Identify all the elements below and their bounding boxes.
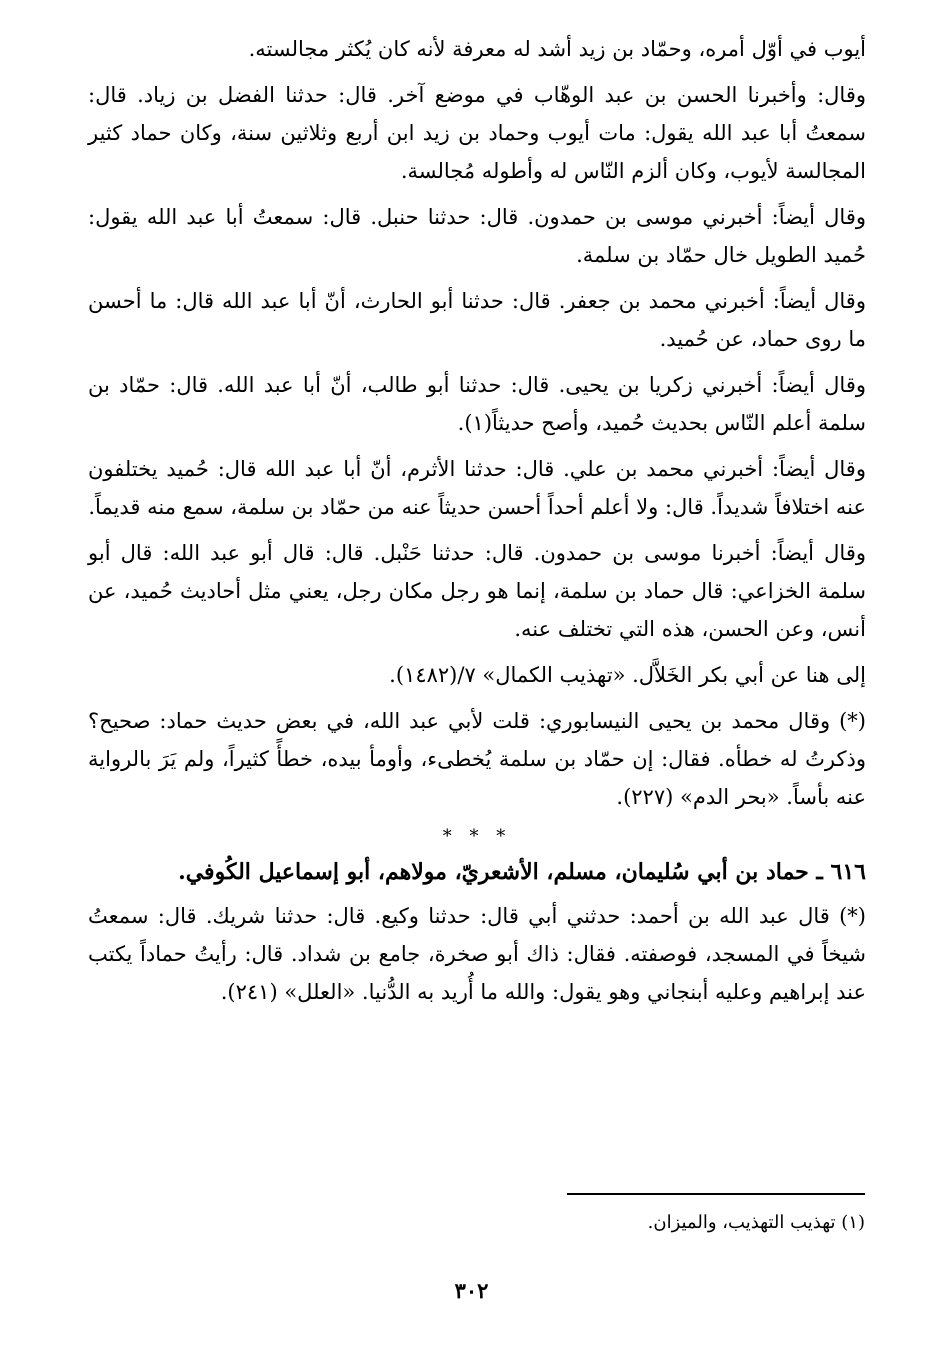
- paragraph-1: أيوب في أوّل أمره، وحمّاد بن زيد أشد له معرفة لأنه كان يُكثر مجالسته.: [248, 37, 866, 61]
- section-separator: * * *: [442, 826, 512, 847]
- paragraph-9: (*) وقال محمد بن يحيى النيسابوري: قلت لأبي عبد الله، في بعض حديث حماد: صحيح؟ وذكرتُ له خطأه. فقال: إن حمّاد بن سلمة يُخطىء، وأومأ بيده، خطأً كثيراً، ولم يَرَ بالرواية عنه بأساً. «بحر الدم» (٢٢٧).: [88, 709, 866, 809]
- paragraph-5: وقال أيضاً: أخبرني زكريا بن يحيى. قال: حدثنا أبو طالب، أنّ أبا عبد الله. قال: حمّاد بن سلمة أعلم النّاس بحديث حُميد، وأصح حديثاً(١).: [88, 373, 866, 435]
- footnote-rule: [567, 1193, 865, 1195]
- footnote: (١) تهذيب التهذيب، والميزان.: [647, 1212, 865, 1233]
- paragraph-7: وقال أيضاً: أخبرنا موسى بن حمدون. قال: حدثنا حَنْبل. قال: قال أبو عبد الله: قال أبو سلمة الخزاعي: قال حماد بن سلمة، إنما هو رجل مكان رجل، يعني مثل أحاديث حُميد، عن أنس، وعن الحسن، هذه التي تختلف عنه.: [88, 541, 866, 641]
- entry-heading: ٦١٦ ـ حماد بن أبي سُليمان، مسلم، الأشعريّ، مولاهم، أبو إسماعيل الكُوفي.: [178, 859, 866, 885]
- page-number: ٣٠٢: [454, 1278, 489, 1303]
- paragraph-4: وقال أيضاً: أخبرني محمد بن جعفر. قال: حدثنا أبو الحارث، أنّ أبا عبد الله قال: ما أحسن ما روى حماد، عن حُميد.: [88, 289, 866, 351]
- paragraph-2: وقال: وأخبرنا الحسن بن عبد الوهّاب في موضع آخر. قال: حدثنا الفضل بن زياد. قال: سمعتُ أبا عبد الله يقول: مات أيوب وحماد بن زيد ابن أربع وثلاثين سنة، وكان حماد كثير المجالسة لأيوب، وكان ألزم النّاس له وأطوله مُجالسة.: [88, 83, 866, 183]
- paragraph-6: وقال أيضاً: أخبرني محمد بن علي. قال: حدثنا الأثرم، أنّ أبا عبد الله قال: حُميد يختلفون عنه اختلافاً شديداً. قال: ولا أعلم أحداً أحسن حديثاً عنه من حمّاد بن سلمة، سمع منه قديماً.: [88, 457, 866, 519]
- page-body: [88, 30, 866, 1019]
- entry-paragraph: (*) قال عبد الله بن أحمد: حدثني أبي قال: حدثنا وكيع. قال: حدثنا شريك. قال: سمعتُ شيخاً في المسجد، فوصفته. فقال: ذاك أبو صخرة، جامع بن شداد. قال: رأيتُ حماداً يكتب عند إبراهيم وعليه أبنجاني وهو يقول: والله ما أُريد به الدُّنيا. «العلل» (٢٤١).: [88, 904, 866, 1004]
- paragraph-8: إلى هنا عن أبي بكر الخَلاَّل. «تهذيب الكمال» ٧/(١٤٨٢).: [389, 663, 866, 687]
- paragraph-3: وقال أيضاً: أخبرني موسى بن حمدون. قال: حدثنا حنبل. قال: سمعتُ أبا عبد الله يقول: حُميد الطويل خال حمّاد بن سلمة.: [88, 205, 866, 267]
